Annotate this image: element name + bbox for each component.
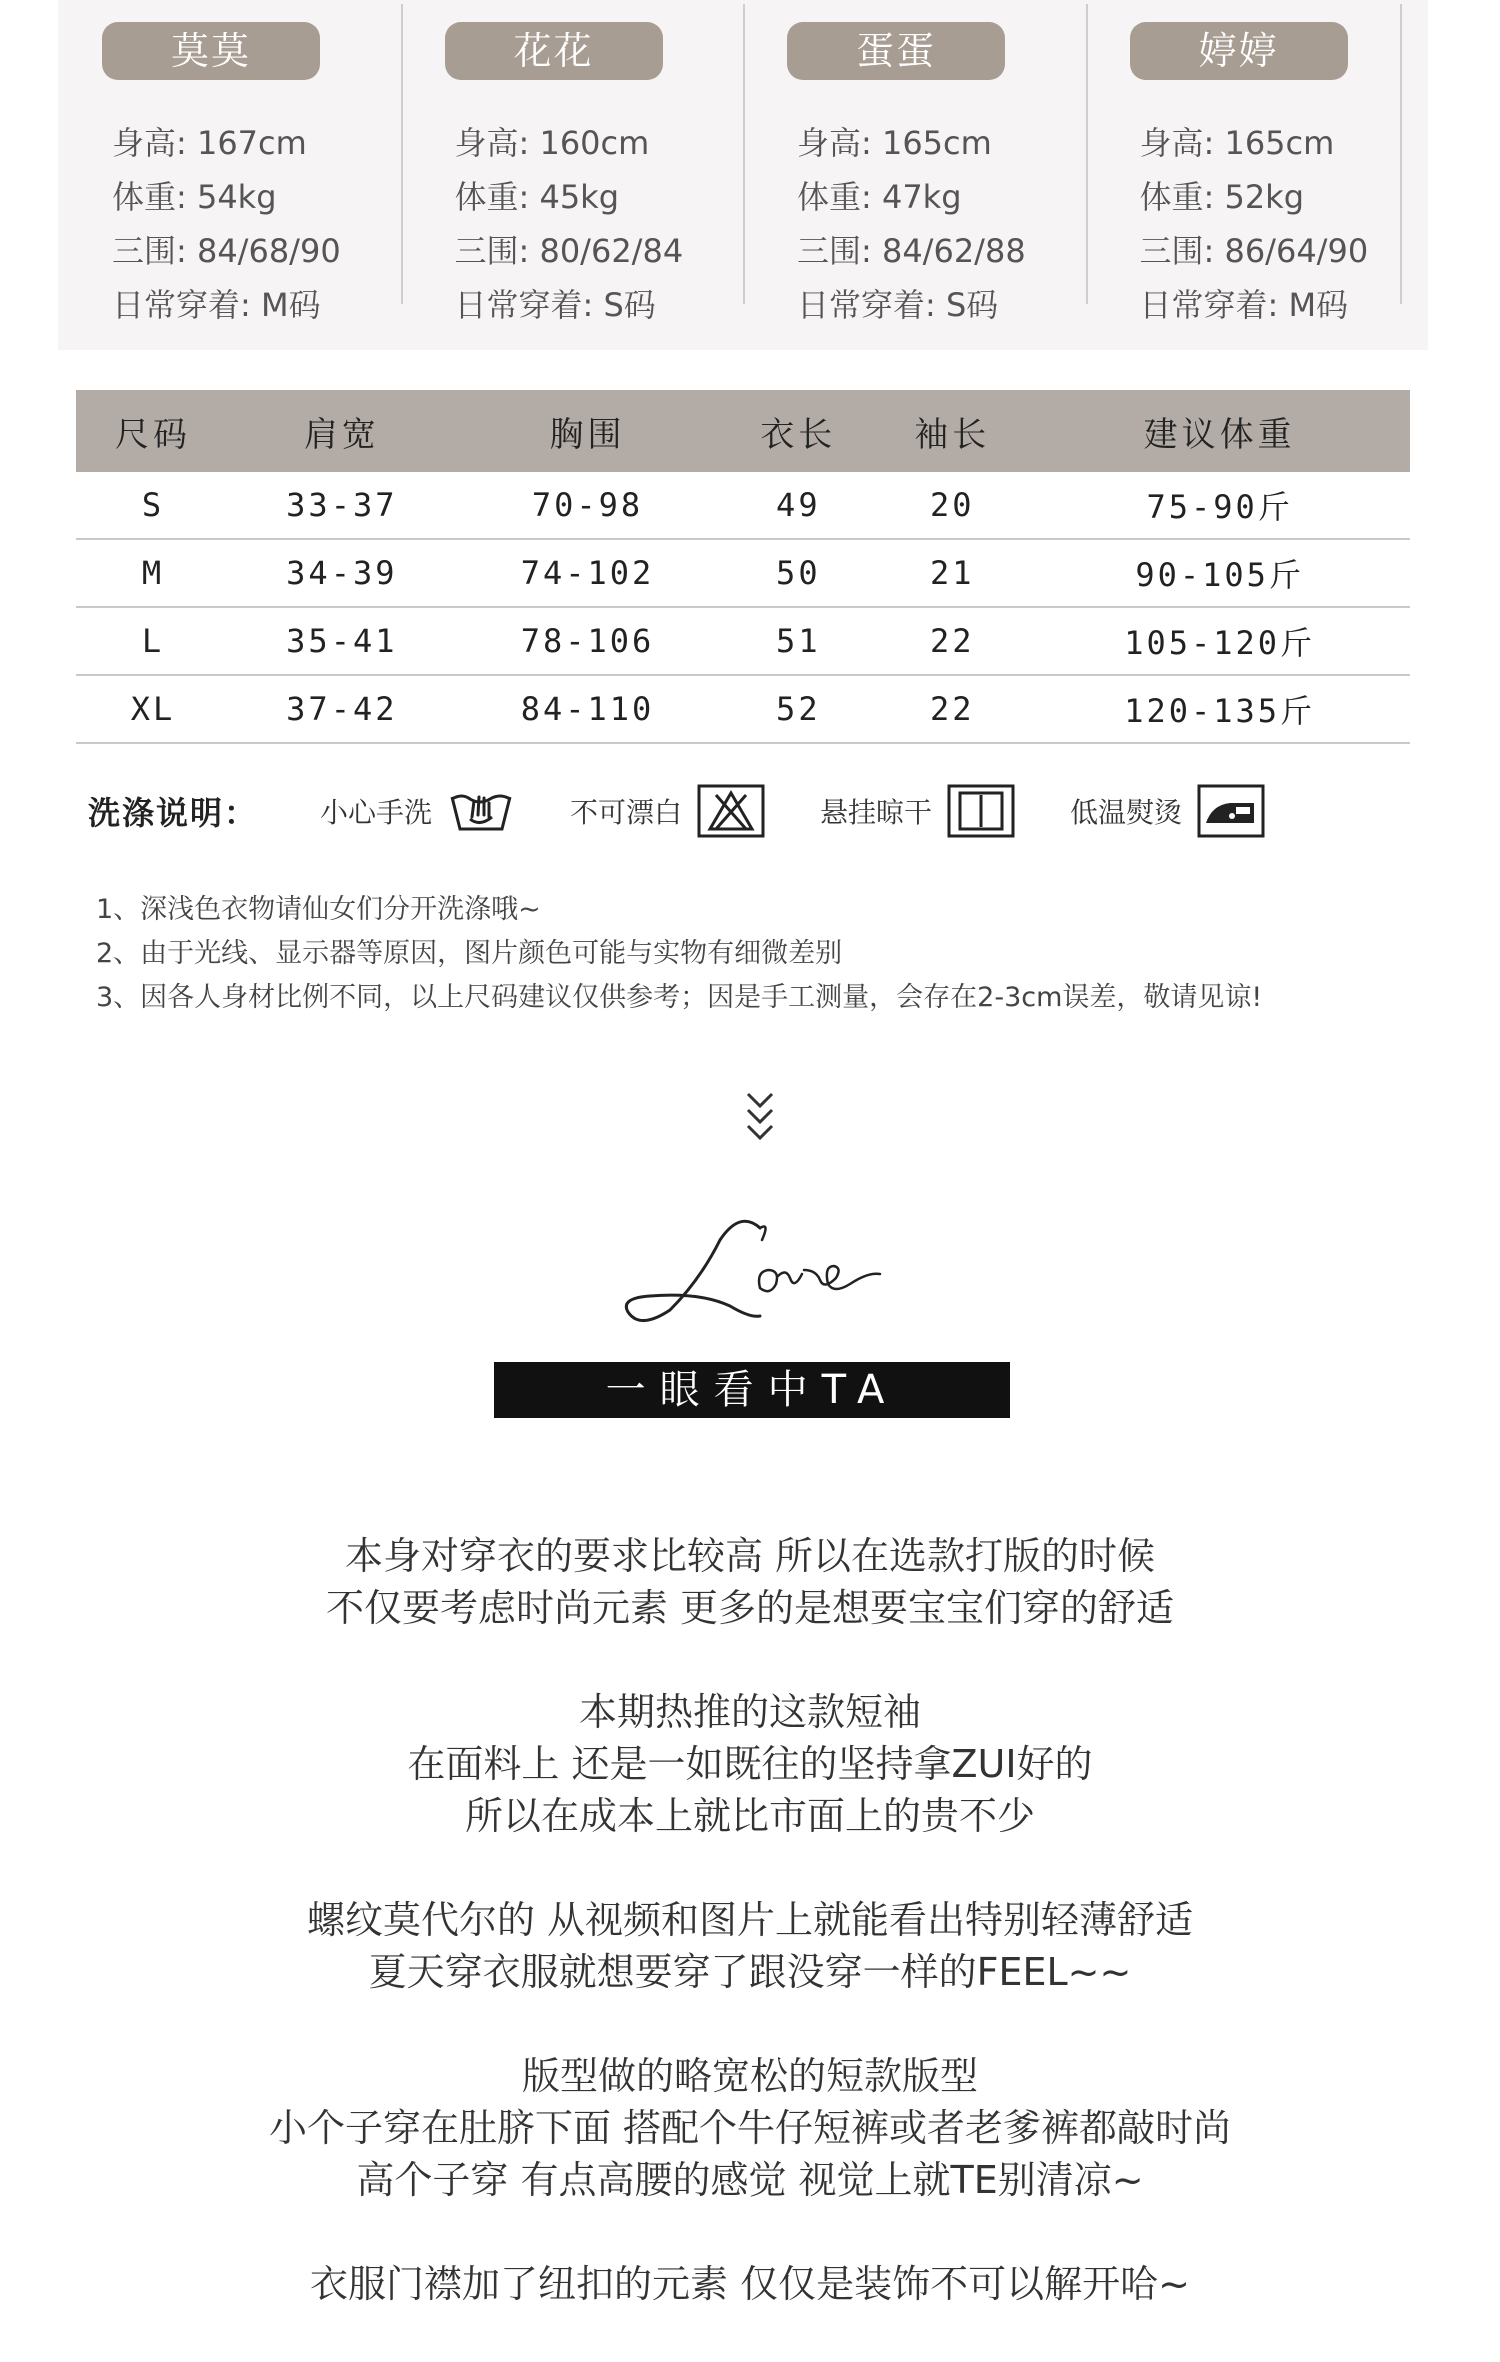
model-name-tag: 婷婷 [1130, 22, 1348, 80]
model-stats [1140, 116, 1369, 332]
table-cell: 52 [721, 675, 875, 743]
table-cell: 49 [721, 472, 875, 539]
table-cell: 51 [721, 607, 875, 675]
model-weight: 体重: 47kg [797, 178, 962, 216]
table-cell: 37-42 [230, 675, 454, 743]
description-line: 本期热推的这款短袖 [578, 1690, 921, 1734]
table-cell: 21 [875, 539, 1029, 607]
banner-title: 一眼看中TA [494, 1362, 1010, 1418]
header-weight: 建议体重 [1029, 390, 1410, 472]
love-script-logo [610, 1200, 900, 1340]
description-paragraph [0, 1686, 1500, 1842]
notes-list [96, 888, 1436, 1020]
table-cell: 35-41 [230, 607, 454, 675]
product-description [0, 1530, 1500, 2362]
description-line: 螺纹莫代尔的 从视频和图片上就能看出特别轻薄舒适 [306, 1898, 1194, 1942]
model-height: 身高: 165cm [797, 124, 992, 162]
model-card [58, 0, 401, 350]
description-paragraph [0, 1530, 1500, 1634]
note-item: 2、由于光线、显示器等原因，图片颜色可能与实物有细微差别 [96, 938, 843, 969]
description-line: 不仅要考虑时尚元素 更多的是想要宝宝们穿的舒适 [325, 1586, 1175, 1630]
wash-instructions [88, 776, 1408, 846]
note-item: 3、因各人身材比例不同，以上尺码建议仅供参考；因是手工测量，会存在2-3cm误差，敬请见谅! [96, 982, 1263, 1013]
description-line: 版型做的略宽松的短款版型 [521, 2054, 978, 2098]
description-line: 本身对穿衣的要求比较高 所以在选款打版的时候 [344, 1534, 1156, 1578]
table-cell: 20 [875, 472, 1029, 539]
model-name-tag: 蛋蛋 [787, 22, 1005, 80]
table-cell: 22 [875, 607, 1029, 675]
model-card [1086, 0, 1429, 350]
hand-wash-icon [446, 783, 516, 839]
header-sleeve: 袖长 [875, 390, 1029, 472]
double-chevron-down-icon [740, 1088, 780, 1148]
table-cell: 33-37 [230, 472, 454, 539]
table-cell: 34-39 [230, 539, 454, 607]
wash-label: 小心手洗 [320, 796, 433, 829]
description-paragraph [0, 2258, 1500, 2310]
model-size: 日常穿着: S码 [454, 286, 656, 324]
table-row [76, 472, 1410, 539]
model-weight: 体重: 52kg [1139, 178, 1305, 216]
model-height: 身高: 160cm [454, 124, 650, 162]
model-measurements: 三围: 84/62/88 [797, 232, 1026, 270]
table-cell: 50 [721, 539, 875, 607]
wash-item-low-iron [1070, 783, 1266, 839]
description-line: 所以在成本上就比市面上的贵不少 [464, 1794, 1035, 1838]
table-header-row [76, 390, 1410, 472]
model-card [743, 0, 1086, 350]
model-stats [797, 116, 1026, 332]
table-row [76, 675, 1410, 743]
wash-label: 悬挂晾干 [820, 796, 933, 829]
wash-item-no-bleach [570, 783, 766, 839]
model-weight: 体重: 45kg [454, 178, 620, 216]
note-item: 1、深浅色衣物请仙女们分开洗涤哦~ [96, 894, 541, 925]
model-stats [112, 116, 341, 332]
table-cell: XL [76, 675, 230, 743]
wash-item-hang-dry [820, 783, 1016, 839]
table-cell: S [76, 472, 230, 539]
model-card [401, 0, 744, 350]
description-line: 在面料上 还是一如既往的坚持拿ZUI好的 [407, 1742, 1093, 1786]
wash-label: 不可漂白 [570, 796, 683, 829]
table-row [76, 539, 1410, 607]
table-cell: 105-120斤 [1029, 607, 1410, 675]
description-line: 小个子穿在肚脐下面 搭配个牛仔短裤或者老爹裤都敲时尚 [268, 2106, 1232, 2150]
model-stats [455, 116, 684, 332]
no-bleach-icon [696, 783, 766, 839]
size-chart-table [76, 390, 1410, 744]
table-cell: 90-105斤 [1029, 539, 1410, 607]
model-size: 日常穿着: M码 [112, 286, 321, 324]
model-height: 身高: 167cm [112, 124, 307, 162]
table-cell: M [76, 539, 230, 607]
model-height: 身高: 165cm [1139, 124, 1335, 162]
model-size: 日常穿着: M码 [1139, 286, 1349, 324]
description-line: 衣服门襟加了纽扣的元素 仅仅是装饰不可以解开哈~ [310, 2262, 1190, 2306]
table-cell: 70-98 [454, 472, 722, 539]
model-measurements: 三围: 84/68/90 [112, 232, 341, 270]
description-paragraph [0, 2050, 1500, 2206]
wash-item-hand-wash [320, 783, 516, 839]
table-cell: 75-90斤 [1029, 472, 1410, 539]
table-cell: 22 [875, 675, 1029, 743]
table-cell: 120-135斤 [1029, 675, 1410, 743]
hang-dry-icon [946, 783, 1016, 839]
header-shoulder: 肩宽 [230, 390, 454, 472]
model-measurements: 三围: 80/62/84 [454, 232, 684, 270]
table-cell: 74-102 [454, 539, 722, 607]
description-line: 夏天穿衣服就想要穿了跟没穿一样的FEEL~~ [368, 1950, 1132, 1994]
header-size: 尺码 [76, 390, 230, 472]
description-line: 高个子穿 有点高腰的感觉 视觉上就TE别清凉~ [356, 2158, 1144, 2202]
table-cell: L [76, 607, 230, 675]
description-paragraph [0, 1894, 1500, 1998]
model-name-tag: 花花 [445, 22, 663, 80]
header-length: 衣长 [721, 390, 875, 472]
wash-title: 洗涤说明： [88, 794, 259, 832]
table-cell: 84-110 [454, 675, 722, 743]
table-row [76, 607, 1410, 675]
model-name-tag: 莫莫 [102, 22, 320, 80]
wash-label: 低温熨烫 [1070, 796, 1183, 829]
model-measurements: 三围: 86/64/90 [1139, 232, 1369, 270]
header-chest: 胸围 [454, 390, 722, 472]
model-size: 日常穿着: S码 [797, 286, 999, 324]
model-info-panel [58, 0, 1428, 350]
model-weight: 体重: 54kg [112, 178, 277, 216]
table-cell: 78-106 [454, 607, 722, 675]
low-iron-icon [1196, 783, 1266, 839]
